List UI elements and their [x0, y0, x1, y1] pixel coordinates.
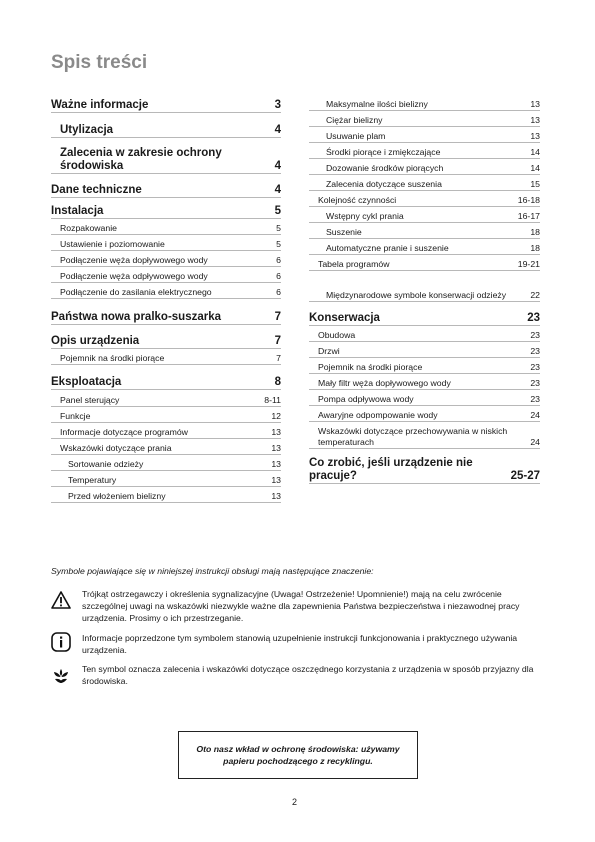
toc-entry-title: Obudowa [318, 330, 356, 340]
toc-entry [309, 358, 540, 374]
toc-entry-page: 3 [274, 99, 281, 111]
toc-entry-title: Zalecenia w zakresie ochrony środowiska [60, 147, 222, 172]
toc-entry-title: Pompa odpływowa wody [318, 394, 414, 404]
note-text: Informacje poprzedzone tym symbolem stanowią uzupełnienie instrukcji funkcjonowania i praktycznego używania urządzenia. [82, 633, 518, 655]
toc-entry-page: 5 [276, 223, 281, 233]
warning-triangle-icon [51, 590, 71, 610]
toc-entry-title: Międzynarodowe symbole konserwacji odzieży [326, 290, 507, 300]
toc-entry [309, 326, 540, 342]
toc-entry-title: Ważne informacje [51, 99, 149, 111]
note-environment [51, 663, 549, 687]
recycling-notice [178, 731, 418, 779]
toc-entry-title: Wskazówki dotyczące przechowywania w niskich temperaturach [318, 426, 508, 447]
toc-entry [309, 111, 540, 127]
toc-entry [309, 223, 540, 239]
toc-entry-title: Temperatury [68, 475, 117, 485]
toc-entry-page: 6 [276, 287, 281, 297]
toc-entry-title: Mały filtr węża dopływowego wody [318, 378, 451, 388]
toc-entry-title: Funkcje [60, 411, 91, 421]
toc-entry [309, 374, 540, 390]
page-number: 2 [292, 797, 298, 807]
toc-entry [51, 423, 281, 439]
toc-entry [309, 449, 540, 484]
toc-entry-title: Konserwacja [309, 312, 380, 324]
toc-entry [51, 283, 281, 299]
toc-entry [51, 95, 281, 113]
toc-entry-title: Ciężar bielizny [326, 115, 383, 125]
toc-entry-page: 5 [274, 205, 281, 217]
toc-entry [309, 239, 540, 255]
toc-entry-title: Pojemnik na środki piorące [318, 362, 423, 372]
toc-entry [51, 349, 281, 365]
toc-entry [309, 390, 540, 406]
toc-entry [309, 143, 540, 159]
toc-entry [51, 390, 281, 407]
toc-entry [51, 198, 281, 219]
toc-entry-page: 14 [530, 163, 540, 173]
toc-entry [309, 175, 540, 191]
environment-flower-icon [51, 666, 71, 686]
toc-entry [309, 127, 540, 143]
toc-entry-page: 13 [271, 491, 281, 501]
toc-entry [51, 487, 281, 503]
toc-entry [309, 255, 540, 271]
toc-entry-page: 16-17 [517, 211, 540, 221]
recycling-notice-text: Oto nasz wkład w ochronę środowiska: używamy papieru pochodzącego z recyklingu. [196, 744, 400, 766]
toc-entry-title: Podłączenie węża dopływowego wody [60, 255, 208, 265]
toc-entry [51, 471, 281, 487]
toc-entry-page: 23 [530, 330, 540, 340]
toc-entry-title: Panel sterujący [60, 395, 120, 405]
toc-entry-page: 4 [274, 160, 281, 172]
toc-entry [51, 299, 281, 325]
toc-entry-title: Wskazówki dotyczące prania [60, 443, 172, 453]
toc-entry [51, 407, 281, 423]
toc-entry [51, 439, 281, 455]
toc-entry-page: 24 [530, 437, 540, 447]
toc-entry-page: 13 [530, 131, 540, 141]
toc-entry [309, 191, 540, 207]
note-text: Trójkąt ostrzegawczy i określenia sygnalizacyjne (Uwaga! Ostrzeżenie! Upomnienie!) mają na celu zwrócenie szczególnej uwagi na wskazówki niezwykle ważne dla zapewnienia Państwa bezpieczeństwa i niezawodnej pracy urządzenia. Prosimy o ich przestrzeganie. [82, 589, 520, 623]
toc-entry-title: Utylizacja [60, 124, 114, 136]
toc-entry-title: Eksploatacja [51, 376, 122, 388]
toc-entry-title: Maksymalne ilości bielizny [326, 99, 428, 109]
toc-entry-title: Przed włożeniem bielizny [68, 491, 166, 501]
toc-entry [51, 113, 281, 138]
toc-entry-page: 23 [530, 346, 540, 356]
toc-entry [309, 302, 540, 326]
toc-entry-page: 13 [271, 475, 281, 485]
toc-entry [309, 159, 540, 175]
toc-entry-page: 24 [530, 410, 540, 420]
toc-entry-page: 23 [527, 312, 540, 324]
note-text: Ten symbol oznacza zalecenia i wskazówki dotyczące oszczędnego korzystania z urządzenia w sposób przyjazny dla środowiska. [82, 664, 534, 686]
toc-right-column [309, 95, 540, 484]
toc-entry-title: Ustawienie i poziomowanie [60, 239, 165, 249]
toc-entry-title: Suszenie [326, 227, 362, 237]
toc-entry-page: 6 [276, 255, 281, 265]
toc-entry-page: 13 [530, 99, 540, 109]
toc-entry-page: 14 [530, 147, 540, 157]
toc-entry [51, 235, 281, 251]
toc-entry-page: 5 [276, 239, 281, 249]
toc-entry-title: Tabela programów [318, 259, 390, 269]
toc-entry [309, 207, 540, 223]
toc-entry-title: Automatyczne pranie i suszenie [326, 243, 449, 253]
toc-entry-page: 7 [274, 335, 281, 347]
toc-entry-title: Podłączenie do zasilania elektrycznego [60, 287, 212, 297]
toc-entry-page: 7 [276, 353, 281, 363]
toc-entry [51, 138, 281, 174]
toc-entry [309, 422, 540, 449]
toc-entry [51, 174, 281, 198]
toc-entry-title: Środki piorące i zmiękczające [326, 147, 441, 157]
toc-entry [51, 251, 281, 267]
toc-entry-title: Zalecenia dotyczące suszenia [326, 179, 442, 189]
toc-entry-title: Drzwi [318, 346, 340, 356]
toc-entry-title: Państwa nowa pralko-suszarka [51, 311, 222, 323]
toc-entry-page: 4 [274, 184, 281, 196]
toc-entry-title: Opis urządzenia [51, 335, 140, 347]
toc-entry-page: 16-18 [517, 195, 540, 205]
toc-entry-title: Kolejność czynności [318, 195, 397, 205]
toc-entry-page: 13 [271, 443, 281, 453]
note-info [51, 632, 549, 656]
toc-entry-page: 4 [274, 124, 281, 136]
toc-entry-page: 18 [530, 227, 540, 237]
toc-entry [51, 365, 281, 390]
toc-entry-title: Wstępny cykl prania [326, 211, 404, 221]
toc-entry [51, 267, 281, 283]
toc-entry-page: 8-11 [264, 395, 281, 405]
toc-entry-title: Sortowanie odzieży [68, 459, 144, 469]
toc-entry-page: 23 [530, 362, 540, 372]
toc-entry [309, 406, 540, 422]
toc-entry-page: 22 [530, 290, 540, 300]
toc-left-column [51, 95, 281, 503]
toc-entry-page: 7 [274, 311, 281, 323]
toc-entry-page: 6 [276, 271, 281, 281]
toc-entry-title: Rozpakowanie [60, 223, 117, 233]
toc-entry [309, 271, 540, 302]
toc-entry [51, 325, 281, 349]
toc-entry-page: 8 [274, 376, 281, 388]
symbols-intro: Symbole pojawiające się w niniejszej instrukcji obsługi mają następujące znaczenie: [51, 566, 374, 576]
toc-entry-title: Awaryjne odpompowanie wody [318, 410, 438, 420]
toc-entry-title: Co zrobić, jeśli urządzenie nie pracuje? [309, 457, 473, 482]
toc-entry-page: 23 [530, 378, 540, 388]
toc-entry-page: 13 [271, 427, 281, 437]
toc-entry-page: 25-27 [510, 470, 540, 482]
toc-entry-title: Dane techniczne [51, 184, 142, 196]
toc-entry-page: 23 [530, 394, 540, 404]
note-warning [51, 588, 549, 624]
toc-entry-page: 13 [530, 115, 540, 125]
toc-entry-title: Dozowanie środków piorących [326, 163, 444, 173]
page-title: Spis treści [51, 52, 148, 73]
toc-entry [51, 219, 281, 235]
toc-entry-title: Instalacja [51, 205, 104, 217]
info-icon [51, 632, 71, 652]
toc-entry-page: 15 [530, 179, 540, 189]
toc-entry [309, 342, 540, 358]
toc-entry-page: 19-21 [517, 259, 540, 269]
toc-entry-title: Usuwanie plam [326, 131, 386, 141]
toc-entry-title: Informacje dotyczące programów [60, 427, 188, 437]
toc-entry-title: Pojemnik na środki piorące [60, 353, 165, 363]
toc-entry [51, 455, 281, 471]
toc-entry [309, 95, 540, 111]
toc-entry-page: 18 [530, 243, 540, 253]
toc-entry-title: Podłączenie węża odpływowego wody [60, 271, 208, 281]
toc-entry-page: 12 [271, 411, 281, 421]
toc-entry-page: 13 [271, 459, 281, 469]
